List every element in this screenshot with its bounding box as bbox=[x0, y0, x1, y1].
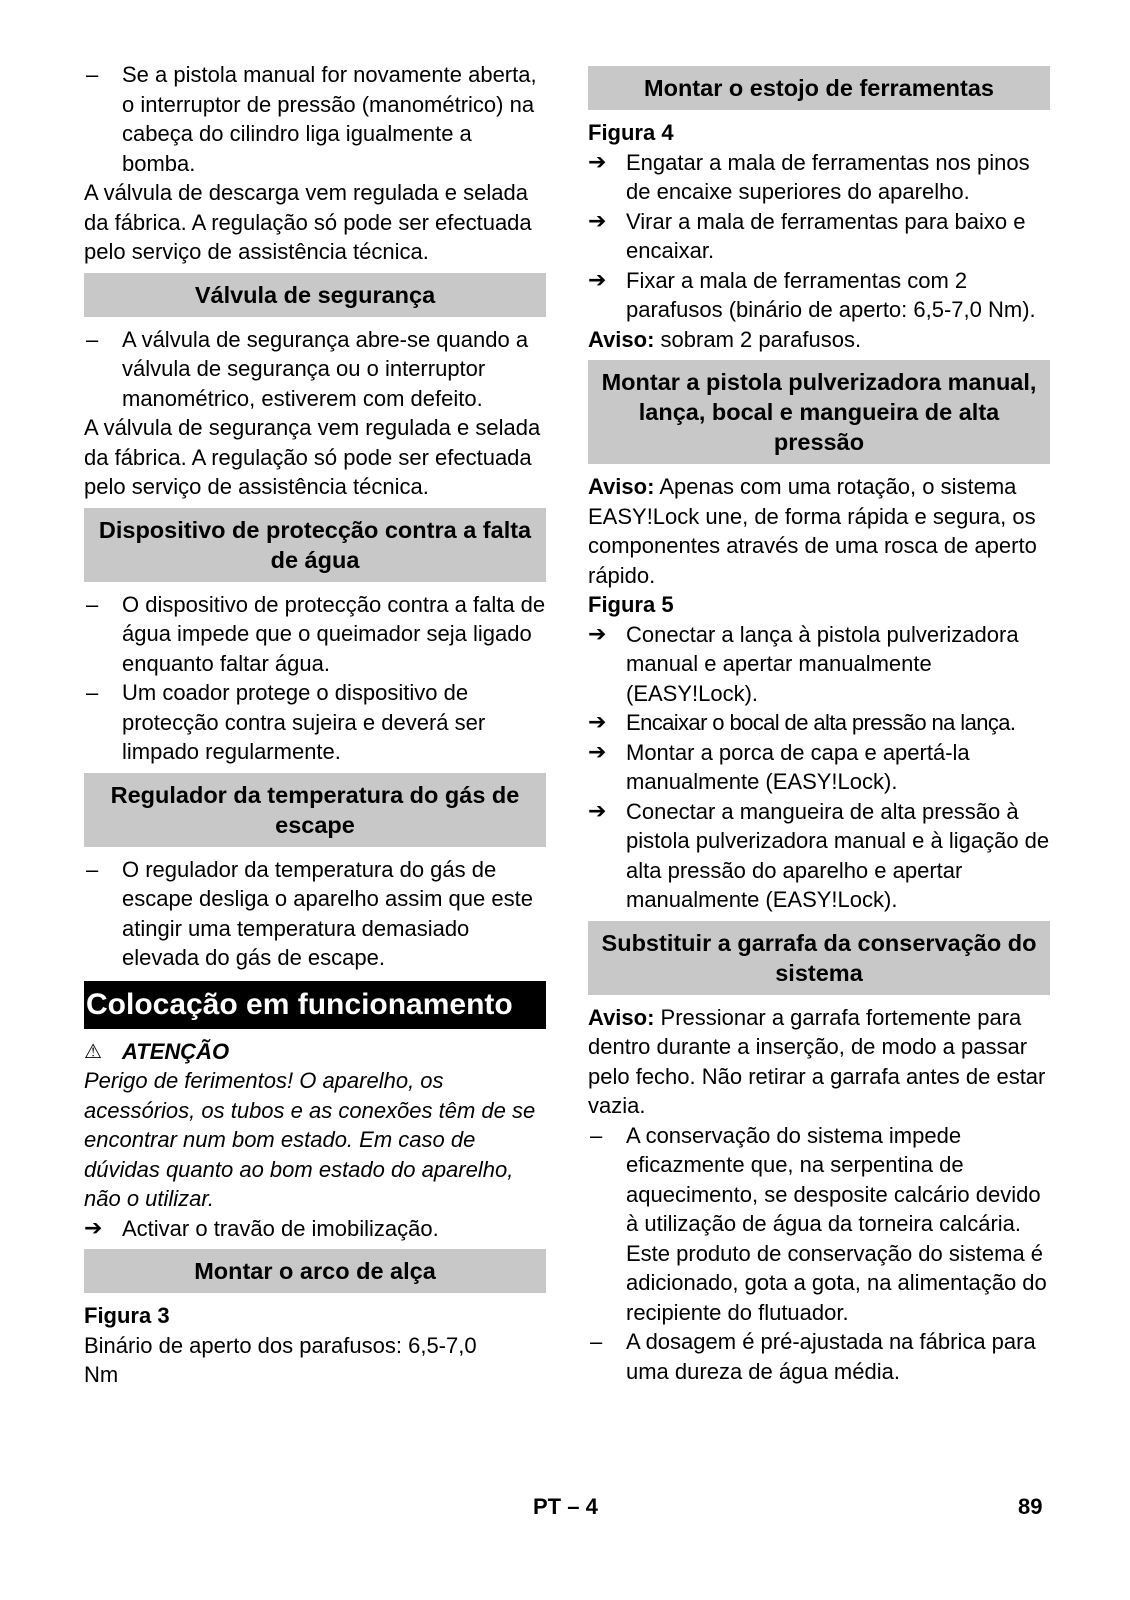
instruction-step: ➔ Montar a porca de capa e apertá-la manualmente (EASY!Lock). bbox=[588, 738, 1050, 797]
list-item: – O dispositivo de protecção contra a falta de água impede que o queimador seja ligado enquanto faltar água. bbox=[84, 590, 546, 679]
paragraph: Binário de aperto dos parafusos: 6,5-7,0 Nm bbox=[84, 1332, 477, 1387]
left-column bbox=[84, 60, 546, 1390]
notice-label: Aviso: bbox=[588, 1004, 655, 1030]
instruction-step: ➔ Fixar a mala de ferramentas com 2 parafusos (binário de aperto: 6,5-7,0 Nm). bbox=[588, 266, 1050, 325]
section-heading-valvula: Válvula de segurança bbox=[84, 273, 546, 317]
instruction-step: ➔ Engatar a mala de ferramentas nos pinos de encaixe superiores do aparelho. bbox=[588, 148, 1050, 207]
footer-section-label: PT – 4 bbox=[533, 1494, 598, 1519]
notice-text: Apenas com uma rotação, o sistema EASY!Lock une, de forma rápida e segura, os componentes através de uma rosca de aperto rápido. bbox=[588, 474, 1037, 588]
chapter-heading: Colocação em funcionamento bbox=[84, 981, 546, 1029]
notice-label: Aviso: bbox=[588, 326, 655, 352]
list-item: – A conservação do sistema impede eficazmente que, na serpentina de aquecimento, se desposite calcário devido à utilização de água da torneira calcária. Este produto de conservação do sistema é adicionado, gota a gota, na alimentação do recipiente do flutuador. bbox=[588, 1121, 1050, 1328]
instruction-step: ➔ Activar o travão de imobilização. bbox=[84, 1214, 546, 1244]
warning-label: ATENÇÃO bbox=[122, 1038, 230, 1064]
figure-reference: Figura 4 bbox=[588, 120, 674, 145]
warning-title bbox=[84, 1037, 546, 1067]
list-item: – Um coador protege o dispositivo de protecção contra sujeira e deverá ser limpado regularmente. bbox=[84, 678, 546, 767]
section-heading-pistola: Montar a pistola pulverizadora manual, lança, bocal e mangueira de alta pressão bbox=[588, 360, 1050, 464]
notice-label: Aviso: bbox=[588, 474, 655, 499]
paragraph: A válvula de descarga vem regulada e selada da fábrica. A regulação só pode ser efectuada pelo serviço de assistência técnica. bbox=[84, 180, 532, 264]
instruction-step: ➔ Conectar a mangueira de alta pressão à pistola pulverizadora manual e à ligação de alta pressão do aparelho e apertar manualmente (EASY!Lock). bbox=[588, 797, 1050, 915]
list-item: – A válvula de segurança abre-se quando a válvula de segurança ou o interruptor manométrico, estiverem com defeito. bbox=[84, 325, 546, 414]
section-heading-estojo: Montar o estojo de ferramentas bbox=[588, 66, 1050, 110]
section-heading-arco: Montar o arco de alça bbox=[84, 1249, 546, 1293]
notice bbox=[588, 325, 1050, 355]
notice bbox=[588, 1003, 1050, 1121]
instruction-step: ➔ Conectar a lança à pistola pulverizadora manual e apertar manualmente (EASY!Lock). bbox=[588, 620, 1050, 709]
notice-text: Pressionar a garrafa fortemente para dentro durante a inserção, de modo a passar pelo fecho. Não retirar a garrafa antes de estar vazia. bbox=[588, 1004, 1046, 1118]
page-number: 89 bbox=[1018, 1494, 1043, 1519]
instruction-step: ➔ Virar a mala de ferramentas para baixo e encaixar. bbox=[588, 207, 1050, 266]
right-column bbox=[588, 60, 1050, 1386]
figure-reference: Figura 5 bbox=[588, 592, 674, 617]
notice-text: sobram 2 parafusos. bbox=[660, 326, 862, 352]
section-heading-dispositivo: Dispositivo de protecção contra a falta de água bbox=[84, 508, 546, 582]
notice bbox=[588, 472, 1050, 590]
figure-reference: Figura 3 bbox=[84, 1303, 170, 1328]
list-item: – A dosagem é pré-ajustada na fábrica para uma dureza de água média. bbox=[588, 1327, 1050, 1386]
paragraph: A válvula de segurança vem regulada e selada da fábrica. A regulação só pode ser efectuada pelo serviço de assistência técnica. bbox=[84, 415, 541, 499]
instruction-step: ➔ Encaixar o bocal de alta pressão na lança. bbox=[588, 708, 1050, 738]
warning-text: Perigo de ferimentos! O aparelho, os acessórios, os tubos e as conexões têm de se encontrar num bom estado. Em caso de dúvidas quanto ao bom estado do aparelho, não o utilizar. bbox=[84, 1068, 536, 1211]
section-heading-regulador: Regulador da temperatura do gás de escape bbox=[84, 773, 546, 847]
list-item: – O regulador da temperatura do gás de escape desliga o aparelho assim que este atingir uma temperatura demasiado elevada do gás de escape. bbox=[84, 855, 546, 973]
list-item: – Se a pistola manual for novamente aberta, o interruptor de pressão (manométrico) na cabeça do cilindro liga igualmente a bomba. bbox=[84, 60, 546, 178]
section-heading-garrafa: Substituir a garrafa da conservação do sistema bbox=[588, 921, 1050, 995]
warning-icon: ⚠ bbox=[84, 1038, 102, 1063]
